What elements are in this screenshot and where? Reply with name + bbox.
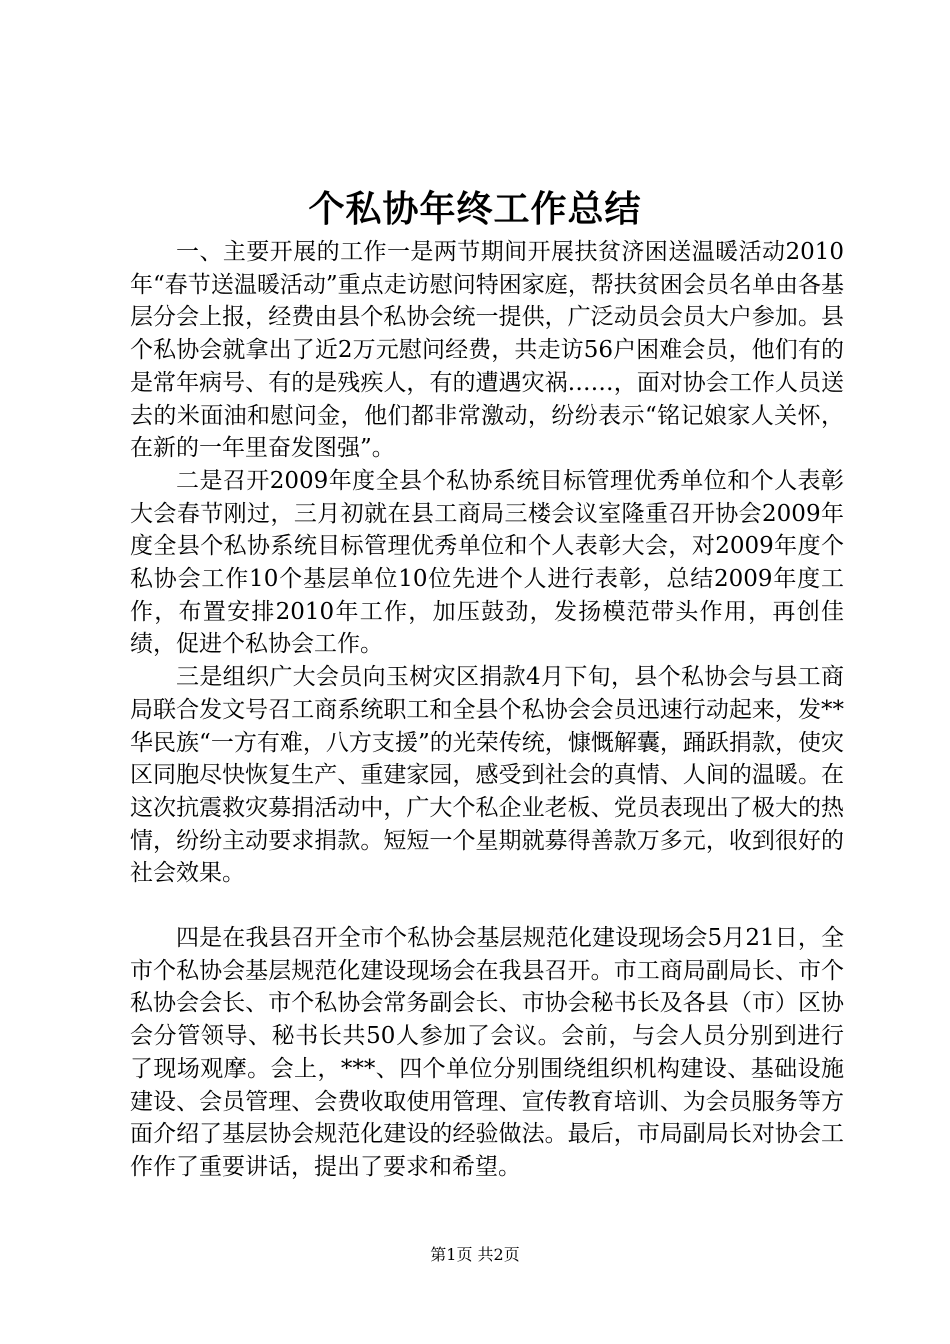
page-number-footer: 第1页 共2页 bbox=[430, 1245, 520, 1264]
document-body bbox=[130, 236, 844, 1184]
paragraph-1: 一、主要开展的工作一是两节期间开展扶贫济困送温暖活动2010年“春节送温暖活动”重点走访慰问特困家庭，帮扶贫困会员名单由各基层分会上报，经费由县个私协会统一提供，广泛动员会员大户参加。县个私协会就拿出了近2万元慰问经费，共走访56户困难会员，他们有的是常年病号、有的是残疾人，有的遭遇灾祸……，面对协会工作人员送去的米面油和慰问金，他们都非常激动，纷纷表示“铭记娘家人关怀，在新的一年里奋发图强”。 bbox=[130, 239, 844, 462]
paragraph-4: 四是在我县召开全市个私协会基层规范化建设现场会5月21日，全市个私协会基层规范化建设现场会在我县召开。市工商局副局长、市个私协会会长、市个私协会常务副会长、市协会秘书长及各县（市）区协会分管领导、秘书长共50人参加了会议。会前，与会人员分别到进行了现场观摩。会上，***、四个单位分别围绕组织机构建设、基础设施建设、会员管理、会费收取使用管理、宣传教育培训、为会员服务等方面介绍了基层协会规范化建设的经验做法。最后，市局副局长对协会工作作了重要讲话，提出了要求和希望。 bbox=[130, 925, 844, 1180]
document-title: 个私协年终工作总结 bbox=[308, 188, 642, 230]
paragraph-2: 二是召开2009年度全县个私协系统目标管理优秀单位和个人表彰大会春节刚过，三月初就在县工商局三楼会议室隆重召开协会2009年度全县个私协系统目标管理优秀单位和个人表彰大会，对2009年度个私协会工作10个基层单位10位先进个人进行表彰，总结2009年度工作，布置安排2010年工作，加压鼓劲，发扬模范带头作用，再创佳绩，促进个私协会工作。 bbox=[130, 467, 844, 658]
paragraph-3: 三是组织广大会员向玉树灾区捐款4月下旬，县个私协会与县工商局联合发文号召工商系统职工和全县个私协会会员迅速行动起来，发**华民族“一方有难，八方支援”的光荣传统，慷慨解囊，踊跃捐款，使灾区同胞尽快恢复生产、重建家园，感受到社会的真情、人间的温暖。在这次抗震救灾募捐活动中，广大个私企业老板、党员表现出了极大的热情，纷纷主动要求捐款。短短一个星期就募得善款万多元，收到很好的社会效果。 bbox=[130, 664, 844, 887]
